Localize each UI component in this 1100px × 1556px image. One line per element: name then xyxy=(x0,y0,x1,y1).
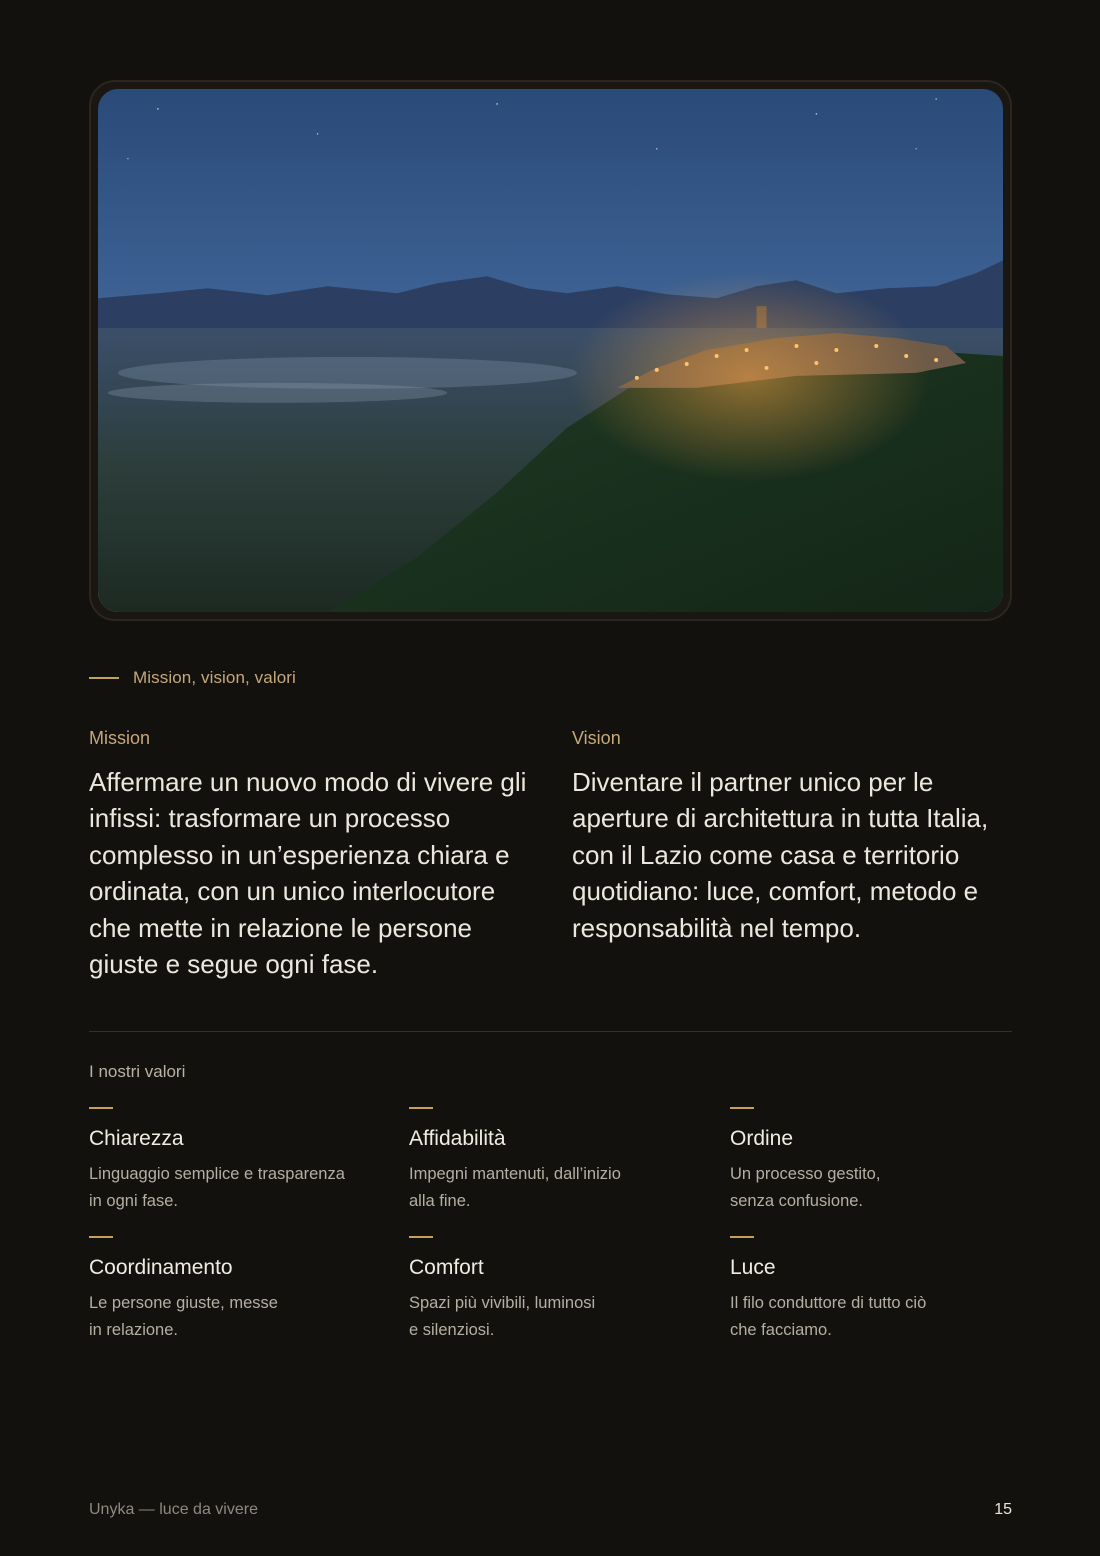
value-name: Comfort xyxy=(409,1256,484,1279)
value-description: Le persone giuste, messe in relazione. xyxy=(89,1294,278,1339)
value-description: Un processo gestito, senza confusione. xyxy=(730,1165,881,1210)
value-name: Luce xyxy=(730,1256,776,1279)
value-name: Chiarezza xyxy=(89,1127,184,1150)
section-kicker xyxy=(89,668,296,688)
accent-dash xyxy=(730,1107,754,1109)
value-description: Il filo conduttore di tutto ciò che facciamo. xyxy=(730,1294,927,1339)
accent-dash xyxy=(730,1236,754,1238)
accent-dash xyxy=(409,1236,433,1238)
value-card xyxy=(89,1236,379,1343)
landscape-image xyxy=(98,89,1003,612)
mission-column xyxy=(89,728,539,982)
value-card xyxy=(409,1236,699,1343)
value-card xyxy=(409,1107,699,1214)
value-description: Impegni mantenuti, dall’inizio alla fine. xyxy=(409,1165,621,1210)
accent-dash xyxy=(89,1236,113,1238)
value-description: Linguaggio semplice e trasparenza in ogni fase. xyxy=(89,1165,345,1210)
vision-label: Vision xyxy=(572,728,621,748)
vision-text: Diventare il partner unico per le aperture di architettura in tutta Italia, con il Lazio come casa e territorio quotidiano: luce, comfort, metodo e responsabilità nel tempo. xyxy=(572,767,989,943)
value-card xyxy=(730,1107,1020,1214)
mission-text: Affermare un nuovo modo di vivere gli infissi: trasformare un processo complesso in un’esperienza chiara e ordinata, con un unico interlocutore che mette in relazione le persone giuste e segue ogni fase. xyxy=(89,767,527,980)
value-name: Coordinamento xyxy=(89,1256,233,1279)
vision-column xyxy=(572,728,1022,946)
value-description: Spazi più vivibili, luminosi e silenziosi. xyxy=(409,1294,596,1339)
values-title: I nostri valori xyxy=(89,1062,186,1081)
value-card xyxy=(89,1107,379,1214)
footer-brand: Unyka — luce da vivere xyxy=(89,1501,258,1518)
accent-dash xyxy=(409,1107,433,1109)
accent-dash xyxy=(89,1107,113,1109)
hero-image-frame xyxy=(89,80,1012,621)
mission-label: Mission xyxy=(89,728,151,748)
value-card xyxy=(730,1236,1020,1343)
hero-photo xyxy=(98,89,1003,612)
value-name: Affidabilità xyxy=(409,1127,506,1150)
kicker-text: Mission, vision, valori xyxy=(133,668,296,687)
section-divider xyxy=(89,1031,1012,1032)
value-name: Ordine xyxy=(730,1127,794,1150)
accent-line xyxy=(89,677,119,679)
page-number: 15 xyxy=(994,1501,1012,1518)
